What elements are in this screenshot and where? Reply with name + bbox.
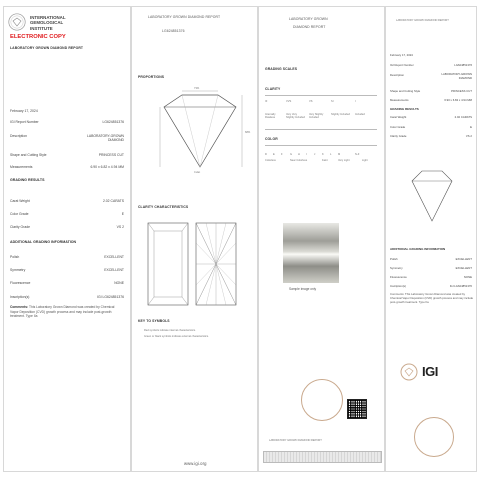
color-desc-2: Near Colorless [290, 159, 308, 162]
summary-right-panel [385, 6, 477, 472]
field-carat-weight: Carat Weight 2.02 CARATS [10, 199, 124, 203]
seal-ring-2 [301, 379, 343, 421]
panel2-top-line-2: LG624851376 [162, 29, 185, 33]
hologram-strip [263, 451, 382, 463]
panel3-footer-line: LABORATORY GROWN DIAMOND REPORT [269, 439, 322, 442]
igi-logo: IGI [422, 364, 438, 379]
field-symmetry: Symmetry EXCELLENT [10, 268, 124, 272]
qr-code [347, 399, 367, 419]
clarity-si: SI [331, 100, 334, 103]
panel3-top-line-2: DIAMOND REPORT [293, 25, 326, 29]
clarity-desc-2: Very Very Slightly Included [286, 113, 305, 120]
p4-field-color: Color Grade E [390, 125, 472, 129]
clarity-scale-rule [265, 95, 377, 96]
color-k: K [322, 153, 324, 156]
color-scale-label: COLOR [265, 137, 278, 141]
field-color-grade: Color Grade E [10, 212, 124, 216]
field-measurements: Measurements 6.90 x 6.82 x 4.94 MM [10, 165, 124, 169]
field-date: February 17, 2024 [10, 109, 38, 113]
p4-field-report-number: IGI Report Number LG624851376 [390, 63, 472, 67]
field-inscription: Inscription(s) IGI LG624851376 [10, 295, 124, 299]
clarity-desc-5: Included [355, 113, 365, 116]
key-line-2: Green or black symbols indicate external characteristics. [144, 335, 209, 338]
comments-label: Comments: [10, 305, 29, 309]
clarity-vvs: VVS [286, 100, 292, 103]
comments-text: This Laboratory Grown Diamond was created by Chemical Vapor Deposition (CVD) growth process and may include post-growth treatment. Type IIa [10, 305, 115, 319]
color-scale-rule [265, 145, 377, 146]
grading-results-title: GRADING RESULTS [10, 178, 45, 182]
p4-field-date: February 17, 2024 [390, 53, 413, 57]
color-i: I [306, 153, 307, 156]
proportions-diagram [142, 87, 252, 177]
color-e: E [273, 153, 275, 156]
proportions-panel [131, 6, 258, 472]
color-desc-3: Faint [322, 159, 328, 162]
igi-seal-icon [400, 363, 418, 381]
color-desc-4: Very Light [338, 159, 350, 162]
clarity-plot-crown [146, 221, 190, 307]
clarity-scale-bottom-rule [265, 129, 377, 130]
electronic-copy-label: ELECTRONIC COPY [10, 34, 66, 40]
clarity-if: IF [265, 100, 268, 103]
panel3-top-line-1: LABORATORY GROWN [289, 17, 328, 21]
key-line-1: Red symbols indicate internal characteristics. [144, 329, 196, 332]
field-description: Description LABORATORY-GROWN DIAMOND [10, 134, 124, 143]
p4-comments: Comments: This Laboratory Grown Diamond was created by Chemical Vapor Deposition (CVD) growth process and may include post-growth treatment. Type IIa [390, 292, 474, 304]
color-g: G [290, 153, 293, 156]
color-nz: N-Z [355, 153, 360, 156]
clarity-desc-3: Very Slightly Included [309, 113, 324, 120]
color-j: J [314, 153, 316, 156]
table-percent-label: 73% [194, 87, 200, 90]
field-clarity-grade: Clarity Grade VS 2 [10, 225, 124, 229]
clarity-scale-label: CLARITY [265, 87, 281, 91]
p4-field-description: Description LABORATORY-GROWN DIAMOND [390, 72, 472, 80]
p4-field-inscription: Inscription(s) IGI LG624851376 [390, 284, 472, 288]
p4-seal-ring [414, 417, 454, 457]
p4-field-shape: Shape and Cutting Style PRINCESS CUT [390, 89, 472, 93]
grading-scales-title: GRADING SCALES [265, 67, 298, 71]
inscription-sample-image [283, 223, 339, 283]
summary-panel [3, 6, 131, 472]
p4-field-polish: Polish EXCELLENT [390, 257, 472, 261]
field-report-number: IGI Report Number LG624851376 [10, 120, 124, 124]
field-polish: Polish EXCELLENT [10, 255, 124, 259]
color-m: M [338, 153, 341, 156]
comments-block [10, 305, 122, 319]
color-d: D [265, 153, 267, 156]
report-title: LABORATORY GROWN DIAMOND REPORT [10, 46, 84, 50]
panel4-top-line: LABORATORY GROWN DIAMOND REPORT [396, 19, 449, 22]
proportions-title: PROPORTIONS [138, 75, 165, 79]
clarity-desc-1: Internally Flawless [265, 113, 276, 120]
clarity-characteristics-title: CLARITY CHARACTERISTICS [138, 205, 189, 209]
p4-grading-title: GRADING RESULTS [390, 107, 419, 111]
color-f: F [281, 153, 283, 156]
institute-name-line-3: INSTITUTE [30, 25, 53, 31]
clarity-desc-4: Slightly Included [331, 113, 350, 116]
panel2-top-line-1: LABORATORY GROWN DIAMOND REPORT [148, 15, 221, 19]
footer-url: www.igi.org [184, 461, 207, 466]
institute-name-line-2: GEMOLOGICAL [30, 20, 64, 26]
institute-name-line-1: INTERNATIONAL [30, 15, 66, 20]
institute-logo-icon [8, 13, 26, 31]
color-desc-1: Colorless [265, 159, 276, 162]
additional-info-title: ADDITIONAL GRADING INFORMATION [10, 240, 77, 244]
color-desc-5: Light [362, 159, 368, 162]
color-h: H [298, 153, 300, 156]
clarity-plot-pavilion [194, 221, 238, 307]
clarity-i: I [355, 100, 356, 103]
p4-field-measurements: Measurements 6.90 x 6.82 x 4.94 MM [390, 98, 472, 102]
color-l: L [330, 153, 332, 156]
p4-field-carat: Carat Weight 2.02 CARATS [390, 115, 472, 119]
grading-scales-panel [258, 6, 385, 472]
field-shape: Shape and Cutting Style PRINCESS CUT [10, 153, 124, 157]
inscription-caption: Sample image only [289, 287, 317, 291]
p4-field-symmetry: Symmetry EXCELLENT [390, 266, 472, 270]
culet-label: Culet [194, 171, 201, 174]
depth-percent-label: 68% [245, 131, 251, 134]
clarity-vs: VS [309, 100, 313, 103]
p4-proportions-diagram [404, 167, 460, 227]
p4-field-fluorescence: Fluorescence NONE [390, 275, 472, 279]
key-to-symbols-title: KEY TO SYMBOLS [138, 319, 170, 323]
p4-field-clarity: Clarity Grade VS 2 [390, 134, 472, 138]
field-fluorescence: Fluorescence NONE [10, 281, 124, 285]
p4-additional-title: ADDITIONAL GRADING INFORMATION [390, 247, 446, 251]
